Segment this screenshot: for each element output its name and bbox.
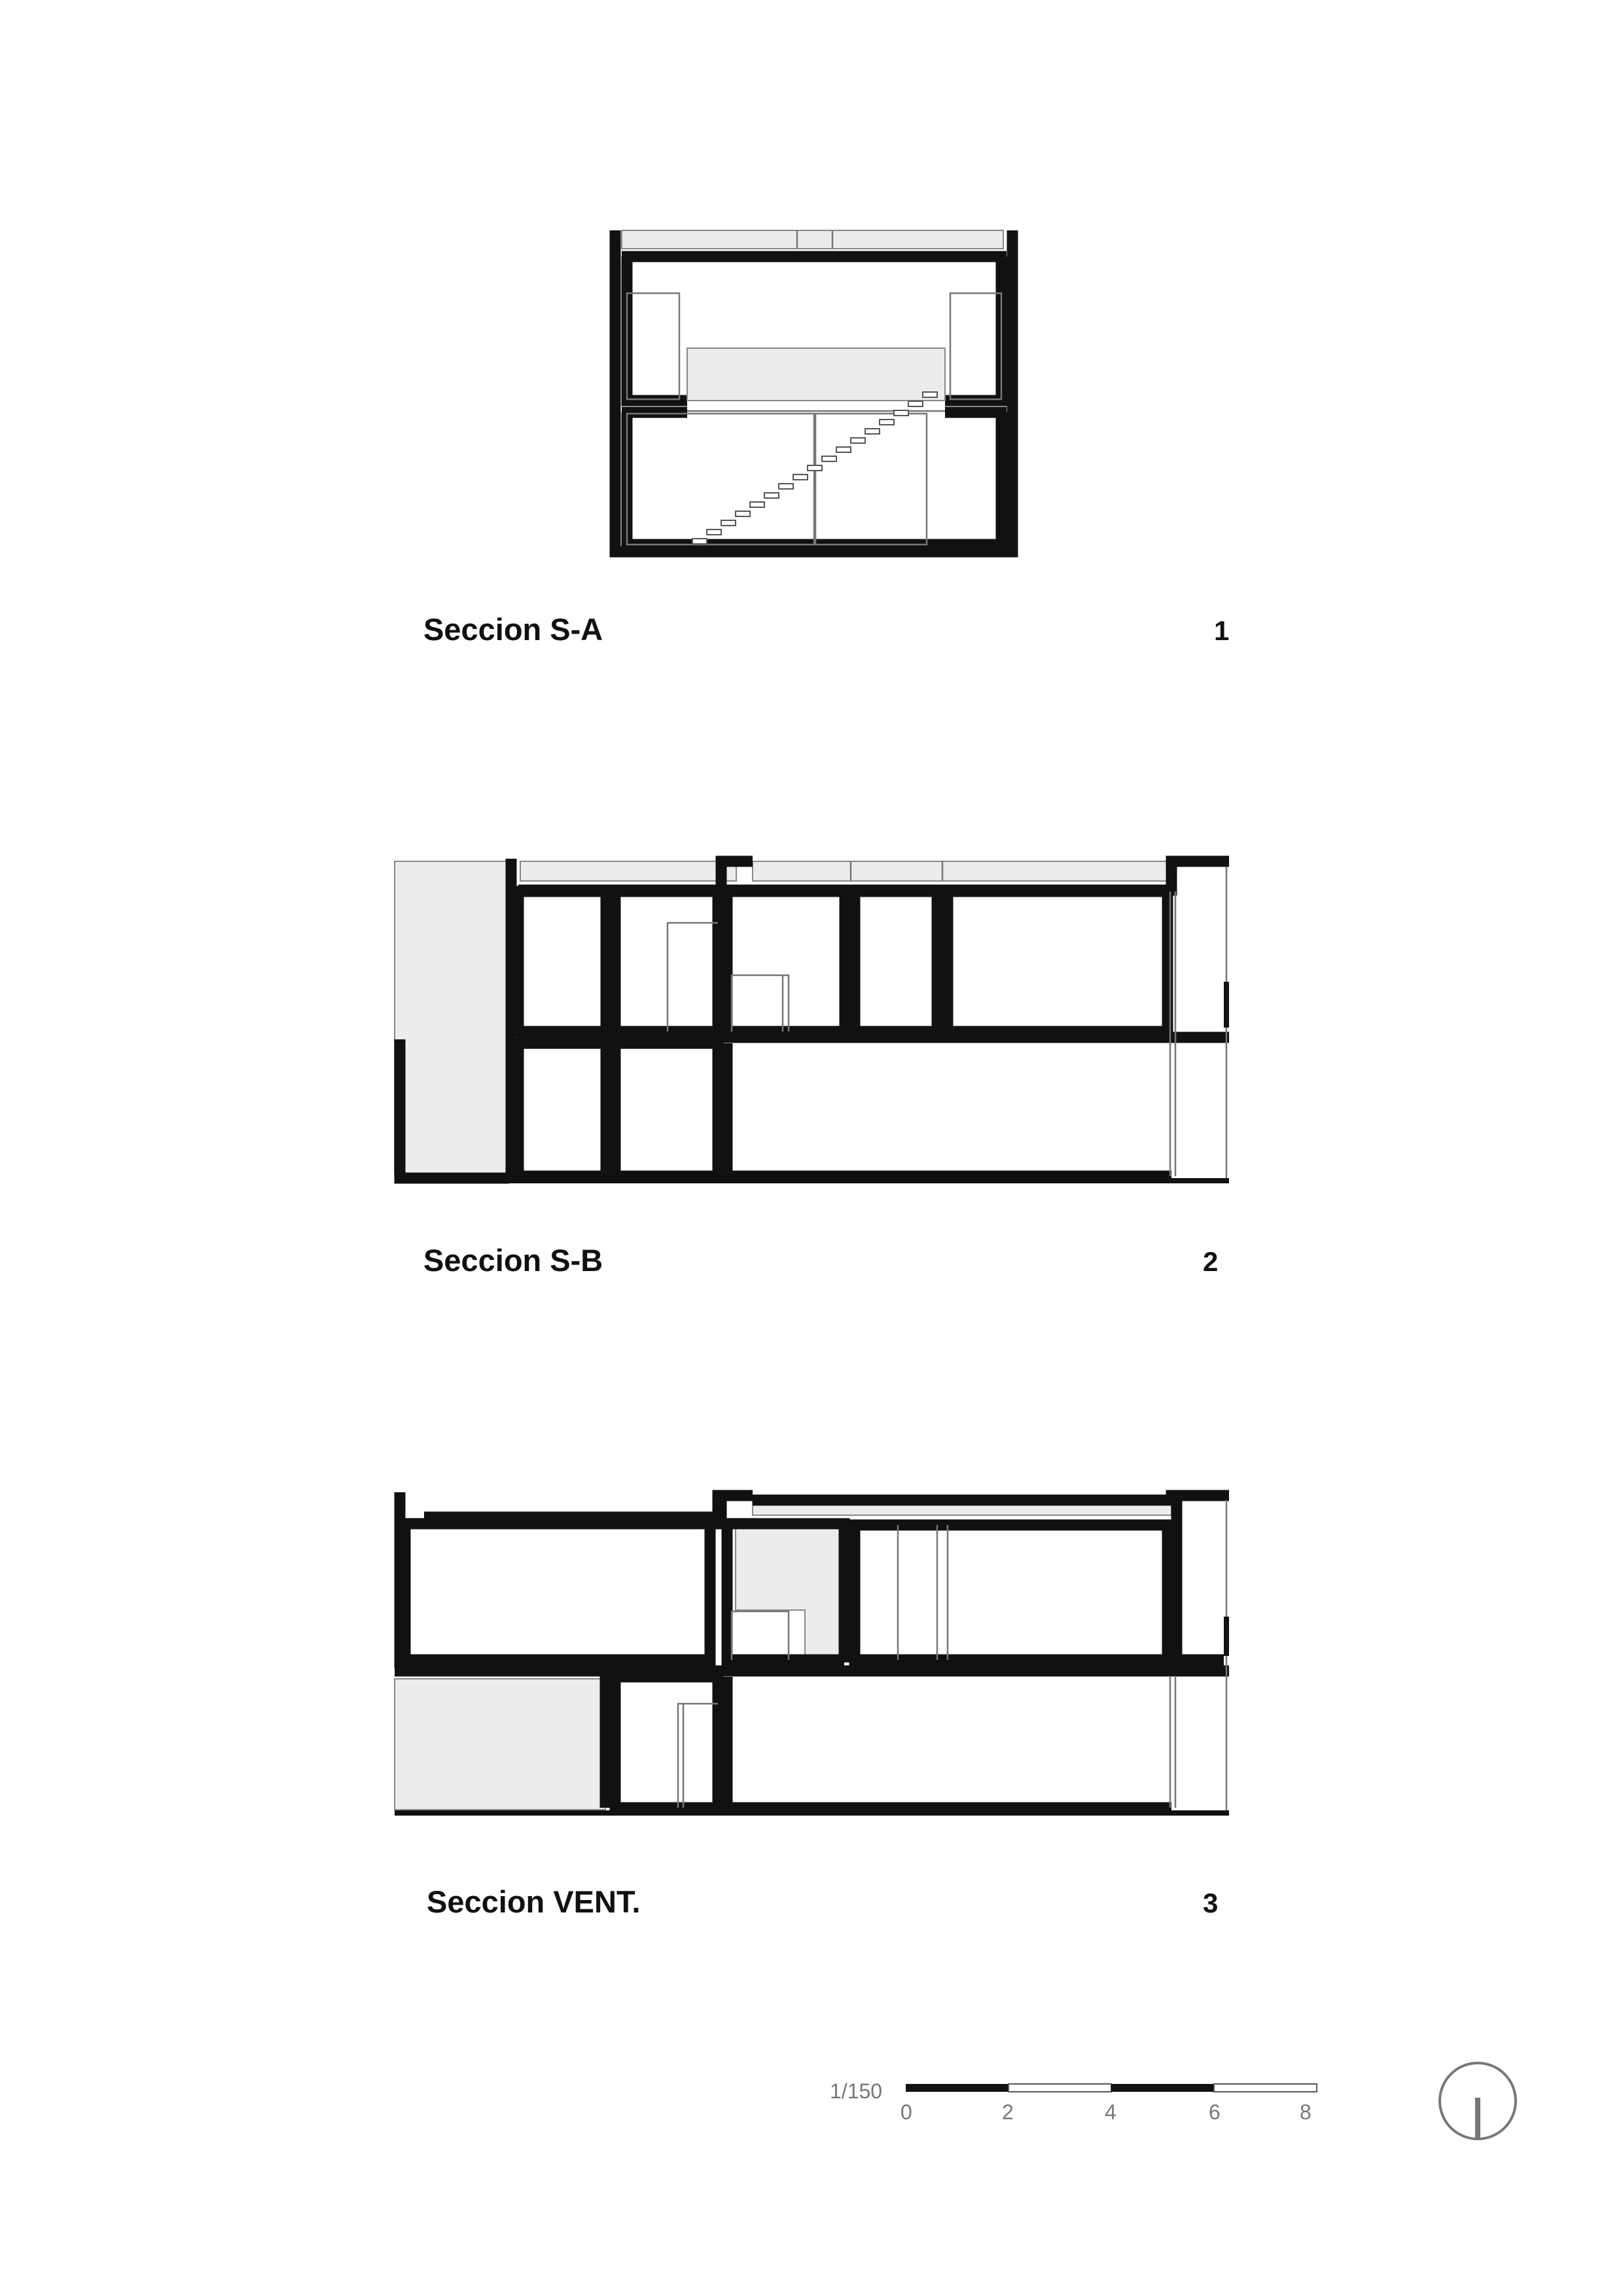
roof-strip (622, 230, 1003, 249)
room (518, 891, 606, 1031)
upper-right-wall (945, 257, 1001, 401)
section-number: 2 (1203, 1246, 1219, 1277)
section-title: Seccion VENT. (427, 1884, 641, 1919)
scale-segment (1214, 2084, 1317, 2092)
section-title: Seccion S-A (423, 612, 603, 647)
terrain-fill (395, 861, 509, 1174)
room (855, 891, 937, 1031)
niche-left (627, 293, 679, 399)
door-frame (732, 975, 789, 1031)
room (727, 1677, 1171, 1808)
section-number: 1 (1214, 615, 1230, 646)
scale-segment (1111, 2084, 1214, 2092)
room (855, 1525, 1168, 1660)
light-well (687, 348, 945, 401)
niche-right (950, 293, 1001, 399)
door-frame (732, 1611, 789, 1660)
scale-tick: 0 (901, 2100, 912, 2124)
section-s-a-drawing (615, 230, 1012, 552)
scale-tick: 4 (1105, 2100, 1116, 2124)
north-arrow-icon (1440, 2063, 1516, 2139)
scale-tick: 8 (1300, 2100, 1311, 2124)
room (948, 891, 1168, 1031)
section-vent-drawing (395, 1492, 1229, 1813)
section-number: 3 (1203, 1888, 1219, 1918)
room (727, 891, 845, 1031)
room (727, 1043, 1171, 1176)
scale-tick: 6 (1209, 2100, 1221, 2124)
scale-segment (906, 2084, 1008, 2092)
void-fill (736, 1524, 846, 1661)
scale-segment (1008, 2084, 1111, 2092)
roof-strip (753, 861, 1171, 881)
roof-slab-right (753, 1496, 1229, 1500)
room (615, 891, 718, 1031)
scale-tick: 2 (1002, 2100, 1014, 2124)
terrain-fill (395, 1679, 605, 1810)
room (405, 1524, 710, 1660)
scale-label: 1/150 (830, 2079, 883, 2103)
section-s-b-drawing (395, 859, 1229, 1181)
room (518, 1043, 606, 1176)
scale-bar (830, 2079, 1317, 2124)
roof-slab-left (424, 1496, 753, 1517)
room (615, 1677, 718, 1808)
door-frame (668, 923, 718, 1031)
upper-left-wall (627, 257, 687, 401)
room (615, 1043, 718, 1176)
section-title: Seccion S-B (423, 1243, 603, 1278)
roof-strip (520, 861, 736, 881)
right-end-room (1177, 1500, 1224, 1660)
